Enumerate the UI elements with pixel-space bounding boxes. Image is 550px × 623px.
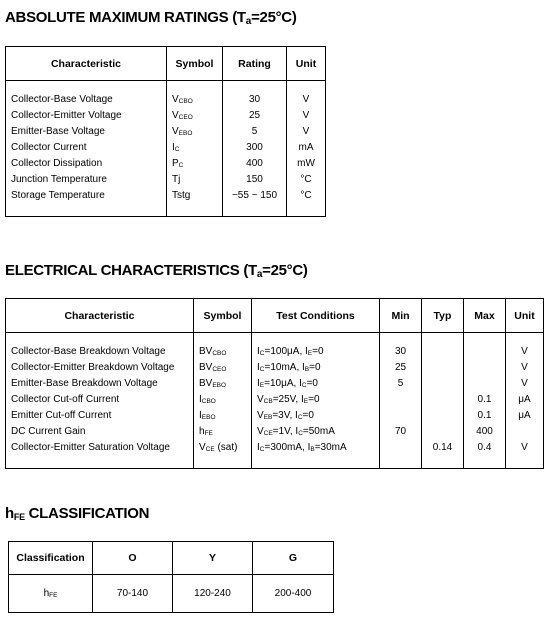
max-cell: 0.1: [464, 392, 506, 408]
condition-text: I: [257, 362, 260, 373]
header-typ: Typ: [422, 299, 464, 333]
condition-text: V: [257, 394, 264, 405]
symbol-cell: [194, 333, 252, 361]
condition-subscript: B: [310, 446, 315, 453]
symbol-text: V: [172, 126, 179, 137]
rating-cell: 5: [223, 124, 287, 140]
max-cell: [464, 333, 506, 361]
test-conditions-cell: [252, 440, 380, 469]
unit-cell: V: [506, 360, 544, 376]
test-conditions-cell: [252, 392, 380, 408]
characteristic-cell: Collector-Emitter Voltage: [6, 108, 167, 124]
max-cell: 400: [464, 424, 506, 440]
abs-max-title: ABSOLUTE MAXIMUM RATINGS (Ta=25°C): [5, 9, 297, 27]
rating-cell: 400: [223, 156, 287, 172]
rating-cell: 150: [223, 172, 287, 188]
symbol-text: BV: [199, 378, 213, 389]
characteristic-cell: Collector Dissipation: [6, 156, 167, 172]
unit-cell: μA: [506, 392, 544, 408]
rating-cell: 30: [223, 81, 287, 109]
table-row: [6, 376, 544, 392]
symbol-suffix: (sat): [214, 442, 238, 453]
condition-text: =10mA, I: [264, 362, 305, 373]
characteristic-cell: Collector-Base Voltage: [6, 81, 167, 109]
hfe-value-o: 70-140: [93, 575, 173, 613]
header-class-y: Y: [173, 542, 253, 575]
typ-cell: [422, 408, 464, 424]
symbol-text: V: [199, 442, 206, 453]
condition-text: =1V, I: [272, 426, 299, 437]
table-row: [6, 333, 544, 361]
abs-max-table: [5, 46, 326, 217]
symbol-text: I: [199, 410, 202, 421]
condition-text: V: [257, 426, 264, 437]
condition-text: =25V, I: [272, 394, 304, 405]
table-row: [6, 172, 326, 188]
header-max: Max: [464, 299, 506, 333]
characteristic-cell: Emitter-Base Breakdown Voltage: [6, 376, 194, 392]
hfe-row: [9, 575, 334, 613]
condition-text: =10μA, I: [264, 378, 302, 389]
condition-subscript: EB: [263, 414, 273, 421]
hfe-value-g: 200-400: [253, 575, 334, 613]
header-symbol: Symbol: [194, 299, 252, 333]
hfe-value-y: 120-240: [173, 575, 253, 613]
symbol-cell: [194, 392, 252, 408]
symbol-text: P: [172, 158, 179, 169]
typ-cell: [422, 360, 464, 376]
symbol-cell: [167, 140, 223, 156]
typ-cell: [422, 333, 464, 361]
header-rating: Rating: [223, 47, 287, 81]
header-characteristic: Characteristic: [6, 299, 194, 333]
characteristic-cell: Collector Cut-off Current: [6, 392, 194, 408]
min-cell: 30: [380, 333, 422, 361]
condition-subscript: C: [259, 446, 265, 453]
condition-subscript: C: [259, 366, 265, 373]
condition-subscript: CB: [263, 398, 273, 405]
max-cell: 0.1: [464, 408, 506, 424]
symbol-text: I: [172, 142, 175, 153]
min-cell: 25: [380, 360, 422, 376]
test-conditions-cell: [252, 376, 380, 392]
symbol-cell: [194, 408, 252, 424]
characteristic-cell: DC Current Gain: [6, 424, 194, 440]
header-unit: Unit: [287, 47, 326, 81]
hfe-row-label: hFE: [9, 575, 93, 613]
table-row: [6, 424, 544, 440]
elec-table: [5, 298, 544, 469]
symbol-cell: [167, 188, 223, 217]
max-cell: [464, 360, 506, 376]
hfe-title: hFE CLASSIFICATION: [5, 505, 150, 522]
elec-body: [6, 333, 544, 469]
min-cell: [380, 392, 422, 408]
characteristic-cell: Collector-Base Breakdown Voltage: [6, 333, 194, 361]
min-cell: 70: [380, 424, 422, 440]
symbol-text: Tstg: [172, 190, 191, 201]
condition-subscript: B: [304, 366, 310, 373]
symbol-cell: [194, 424, 252, 440]
condition-subscript: C: [259, 350, 265, 357]
condition-text: V: [257, 410, 264, 421]
min-cell: [380, 408, 422, 424]
hfe-table: [8, 541, 334, 613]
abs-max-body: [6, 81, 326, 217]
header-characteristic: Characteristic: [6, 47, 167, 81]
condition-text: I: [257, 346, 260, 357]
symbol-cell: [167, 81, 223, 109]
table-row: [6, 360, 544, 376]
test-conditions-cell: [252, 360, 380, 376]
unit-cell: V: [287, 124, 326, 140]
symbol-cell: [194, 376, 252, 392]
unit-cell: °C: [287, 172, 326, 188]
characteristic-cell: Storage Temperature: [6, 188, 167, 217]
condition-text: =300mA, I: [264, 442, 311, 453]
unit-cell: μA: [506, 408, 544, 424]
table-row: [6, 392, 544, 408]
unit-cell: °C: [287, 188, 326, 217]
condition-subscript: C: [298, 430, 303, 437]
max-cell: [464, 376, 506, 392]
unit-cell: mA: [287, 140, 326, 156]
elec-header-row: [6, 299, 544, 333]
symbol-subscript: C: [178, 162, 184, 169]
unit-cell: V: [506, 376, 544, 392]
table-row: [6, 124, 326, 140]
condition-text: =0: [312, 346, 324, 357]
symbol-cell: [194, 440, 252, 469]
symbol-subscript: C: [174, 146, 180, 153]
typ-cell: [422, 424, 464, 440]
min-cell: 5: [380, 376, 422, 392]
table-row: [6, 140, 326, 156]
condition-text: =50mA: [302, 426, 335, 437]
condition-subscript: C: [297, 414, 303, 421]
unit-cell: V: [287, 108, 326, 124]
symbol-cell: [194, 360, 252, 376]
characteristic-cell: Collector Current: [6, 140, 167, 156]
condition-text: I: [257, 442, 260, 453]
abs-max-header-row: [6, 47, 326, 81]
min-cell: [380, 440, 422, 469]
symbol-subscript: FE: [204, 430, 213, 437]
symbol-subscript: CEO: [178, 114, 193, 121]
symbol-subscript: CBO: [178, 98, 193, 105]
header-test-conditions: Test Conditions: [252, 299, 380, 333]
characteristic-cell: Emitter Cut-off Current: [6, 408, 194, 424]
condition-subscript: E: [259, 382, 265, 389]
condition-text: =0: [306, 378, 318, 389]
characteristic-cell: Collector-Emitter Saturation Voltage: [6, 440, 194, 469]
symbol-text: BV: [199, 362, 213, 373]
symbol-subscript: CEO: [212, 366, 227, 373]
symbol-subscript: EBO: [201, 414, 216, 421]
table-row: [6, 440, 544, 469]
symbol-text: V: [172, 94, 179, 105]
condition-text: =30mA: [314, 442, 347, 453]
symbol-text: BV: [199, 346, 213, 357]
header-class-g: G: [253, 542, 334, 575]
characteristic-cell: Collector-Emitter Breakdown Voltage: [6, 360, 194, 376]
symbol-text: V: [172, 110, 179, 121]
unit-cell: mW: [287, 156, 326, 172]
condition-subscript: CE: [263, 430, 273, 437]
table-row: [6, 188, 326, 217]
symbol-cell: [167, 108, 223, 124]
characteristic-cell: Junction Temperature: [6, 172, 167, 188]
header-unit: Unit: [506, 299, 544, 333]
table-row: [6, 108, 326, 124]
symbol-subscript: CE: [205, 446, 215, 453]
condition-subscript: E: [303, 398, 309, 405]
symbol-text: Tj: [172, 174, 181, 185]
characteristic-cell: Emitter-Base Voltage: [6, 124, 167, 140]
unit-cell: V: [287, 81, 326, 109]
symbol-subscript: CBO: [212, 350, 227, 357]
rating-cell: 300: [223, 140, 287, 156]
condition-subscript: E: [307, 350, 313, 357]
condition-text: =0: [302, 410, 314, 421]
symbol-cell: [167, 172, 223, 188]
symbol-text: h: [199, 426, 205, 437]
header-class-o: O: [93, 542, 173, 575]
unit-cell: V: [506, 333, 544, 361]
rating-cell: 25: [223, 108, 287, 124]
table-row: [6, 408, 544, 424]
condition-text: I: [257, 378, 260, 389]
condition-text: =0: [309, 362, 321, 373]
table-row: [6, 81, 326, 109]
header-classification: Classification: [9, 542, 93, 575]
test-conditions-cell: [252, 424, 380, 440]
elec-title: ELECTRICAL CHARACTERISTICS (Ta=25°C): [5, 262, 308, 280]
hfe-header-row: [9, 542, 334, 575]
condition-text: =3V, I: [272, 410, 298, 421]
symbol-subscript: EBO: [212, 382, 227, 389]
rating-cell: −55 ~ 150: [223, 188, 287, 217]
condition-text: =0: [308, 394, 320, 405]
symbol-cell: [167, 156, 223, 172]
symbol-cell: [167, 124, 223, 140]
typ-cell: [422, 392, 464, 408]
symbol-text: I: [199, 394, 202, 405]
unit-cell: [506, 424, 544, 440]
condition-subscript: C: [301, 382, 307, 389]
test-conditions-cell: [252, 333, 380, 361]
symbol-subscript: EBO: [178, 130, 193, 137]
header-min: Min: [380, 299, 422, 333]
typ-cell: 0.14: [422, 440, 464, 469]
typ-cell: [422, 376, 464, 392]
unit-cell: V: [506, 440, 544, 469]
max-cell: 0.4: [464, 440, 506, 469]
table-row: [6, 156, 326, 172]
test-conditions-cell: [252, 408, 380, 424]
condition-text: =100μA, I: [264, 346, 308, 357]
symbol-subscript: CBO: [201, 398, 216, 405]
header-symbol: Symbol: [167, 47, 223, 81]
